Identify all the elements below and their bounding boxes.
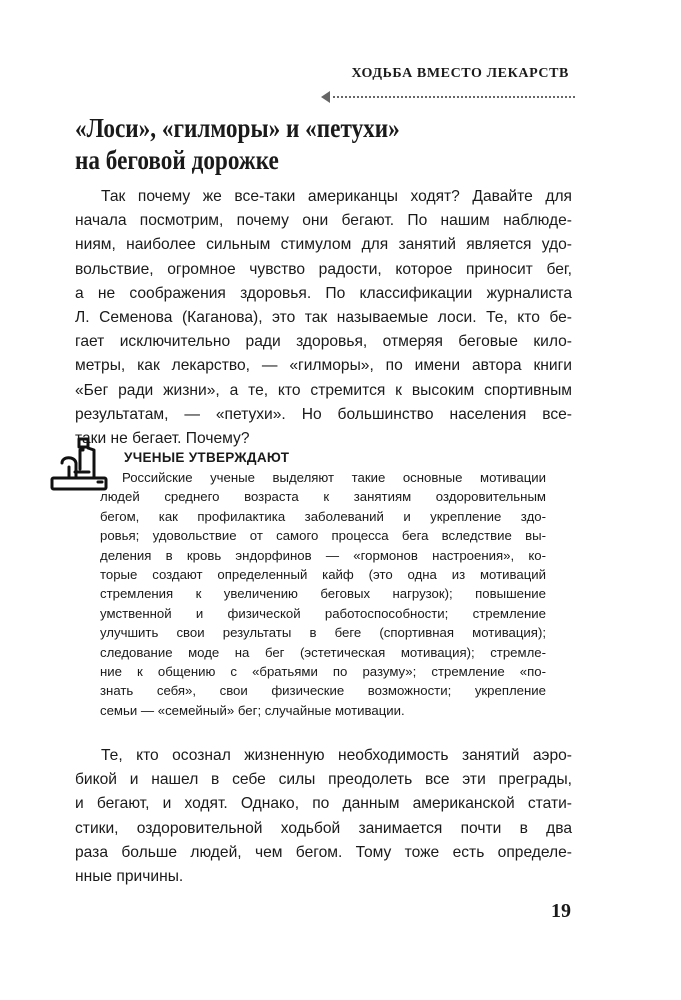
text-line: стики, оздоровительной ходьбой занимается почти в два bbox=[75, 819, 572, 837]
text-line: следование моде на бег (эстетическая мотивация); стремле- bbox=[100, 644, 546, 660]
text-line: бикой и нашел в себе силы преодолеть все эти преграды, bbox=[75, 771, 572, 789]
text-line: вольствие, огромное чувство радости, которое приносит бег, bbox=[75, 260, 572, 278]
text-line: Те, кто осознал жизненную необходимость занятий аэро- bbox=[101, 747, 572, 764]
text-line: улучшить свои результаты в беге (спортивная мотивация); bbox=[100, 625, 546, 641]
text-line: семьи — «семейный» бег; случайные мотивации. bbox=[100, 702, 405, 718]
text-line: умственной и физической работоспособности; стремление bbox=[100, 605, 546, 621]
text-line: ниям, наиболее сильным стимулом для занятий является удо- bbox=[75, 236, 572, 254]
text-line: ровья; удовольствие от самого процесса бега вследствие вы- bbox=[100, 528, 546, 544]
text-line: деления в кровь эндорфинов — «гормонов настроения», ко- bbox=[100, 547, 546, 563]
text-line: стремления к увеличению беговых нагрузок); повышение bbox=[100, 586, 546, 602]
text-line: Российские ученые выделяют такие основные мотивации bbox=[122, 470, 546, 485]
text-line: бегом, как профилактика заболеваний и укрепление здо- bbox=[100, 508, 546, 524]
body-paragraph-1 bbox=[75, 185, 572, 451]
section-title bbox=[75, 112, 488, 176]
text-line: раза больше людей, чем бегом. Тому тоже есть определе- bbox=[75, 843, 572, 861]
text-line: Л. Семенова (Каганова), это так называемые лоси. Те, кто бе- bbox=[75, 309, 572, 327]
header-dotted-rule bbox=[328, 96, 575, 98]
page-number: 19 bbox=[551, 900, 571, 922]
sidebar-heading: УЧЕНЫЕ УТВЕРЖДАЮТ bbox=[124, 450, 290, 465]
text-line: торые создают определенный кайф (это одна из мотиваций bbox=[100, 567, 546, 583]
body-paragraph-2 bbox=[75, 744, 572, 889]
text-line: нные причины. bbox=[75, 868, 184, 886]
text-line: и бегают, и ходят. Однако, по данным американской стати- bbox=[75, 795, 572, 813]
text-line: знать себя», свои физические возможности; укрепление bbox=[100, 683, 546, 699]
text-line: гает исключительно ради здоровья, отмеряя беговые кило- bbox=[75, 333, 572, 351]
text-line: начала посмотрим, почему они бегают. По нашим наблюде- bbox=[75, 212, 572, 230]
section-title-line: «Лоси», «гилморы» и «петухи» bbox=[75, 113, 400, 143]
text-line: ние к общению с «братьями по разуму»; стремление «по- bbox=[100, 664, 546, 680]
sidebar-body bbox=[100, 468, 546, 720]
text-line: людей среднего возраста к занятиям оздоровительным bbox=[100, 489, 546, 505]
text-line: «Бег ради жизни», а те, кто стремится к высоким спортивным bbox=[75, 381, 572, 399]
running-header: ХОДЬБА ВМЕСТО ЛЕКАРСТВ bbox=[351, 66, 569, 81]
section-title-line: на беговой дорожке bbox=[75, 145, 279, 175]
text-line: а не соображения здоровья. По классификации журналиста bbox=[75, 284, 572, 302]
text-line: таки не бегает. Почему? bbox=[75, 430, 250, 448]
text-line: результатам, — «петухи». Но большинство населения все- bbox=[75, 405, 572, 423]
text-line: Так почему же все-таки американцы ходят? Давайте для bbox=[101, 188, 572, 205]
text-line: метры, как лекарство, — «гилморы», по имени автора книги bbox=[75, 357, 572, 375]
